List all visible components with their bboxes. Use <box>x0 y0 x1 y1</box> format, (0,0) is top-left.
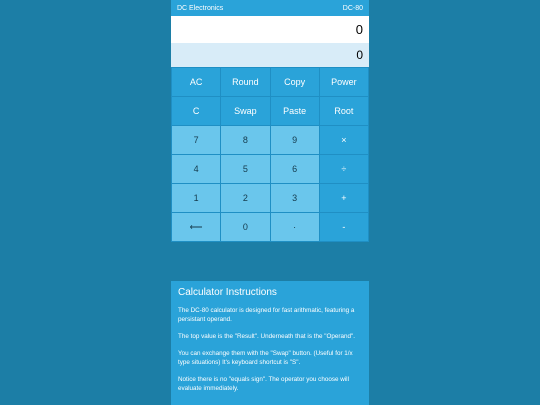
key-label: C <box>192 106 200 116</box>
key-label: + <box>341 193 347 203</box>
instructions-panel <box>171 281 369 405</box>
key-label: Copy <box>284 77 306 87</box>
digit-2-button[interactable] <box>221 184 269 212</box>
instructions-title: Calculator Instructions <box>178 287 277 298</box>
result-display: 0 <box>171 16 369 43</box>
instructions-paragraph: The DC-80 calculator is designed for fast arithmatic, featuring a persistant operand. <box>178 307 355 323</box>
brand-label: DC Electronics <box>177 4 224 12</box>
key-label: 4 <box>193 164 199 174</box>
key-label: Root <box>334 106 354 116</box>
key-label: Swap <box>234 106 257 116</box>
digit-4-button[interactable] <box>172 155 220 183</box>
divide-button[interactable] <box>320 155 368 183</box>
backspace-button[interactable] <box>172 213 220 241</box>
digit-0-button[interactable] <box>221 213 269 241</box>
digit-7-button[interactable] <box>172 126 220 154</box>
key-label: 1 <box>193 193 199 203</box>
clear-button[interactable] <box>172 97 220 125</box>
key-label: 3 <box>292 193 298 203</box>
paste-button[interactable] <box>271 97 319 125</box>
operand-display: 0 <box>171 43 369 67</box>
key-label: 8 <box>242 135 248 145</box>
add-button[interactable] <box>320 184 368 212</box>
key-label: 7 <box>193 135 199 145</box>
key-label: 6 <box>292 164 298 174</box>
instructions-paragraph: The top value is the "Result". Underneath that is the "Operand". <box>178 333 355 340</box>
round-button[interactable] <box>221 68 269 96</box>
key-label: Power <box>331 77 357 87</box>
backspace-arrow-icon: ⟵ <box>189 221 203 232</box>
key-label: · <box>293 222 297 232</box>
digit-3-button[interactable] <box>271 184 319 212</box>
key-label: 2 <box>242 193 248 203</box>
power-button[interactable] <box>320 68 368 96</box>
key-label: Paste <box>283 106 307 116</box>
key-label: ÷ <box>341 164 347 174</box>
key-label: 0 <box>242 222 248 232</box>
digit-8-button[interactable] <box>221 126 269 154</box>
key-label: AC <box>189 77 203 87</box>
digit-1-button[interactable] <box>172 184 220 212</box>
root-button[interactable] <box>320 97 368 125</box>
instructions-paragraph: You can exchange them with the "Swap" button. (Useful for 1/x type situations) It's keyboard shortcut is "S". <box>178 350 353 366</box>
key-label: 9 <box>292 135 298 145</box>
subtract-button[interactable] <box>320 213 368 241</box>
swap-button[interactable] <box>221 97 269 125</box>
multiply-button[interactable] <box>320 126 368 154</box>
digit-6-button[interactable] <box>271 155 319 183</box>
digit-5-button[interactable] <box>221 155 269 183</box>
calculator <box>171 0 369 242</box>
model-label: DC-80 <box>342 4 363 12</box>
key-label: Round <box>232 77 259 87</box>
key-label: - <box>342 222 346 232</box>
digit-9-button[interactable] <box>271 126 319 154</box>
key-label: 5 <box>242 164 248 174</box>
calculator-header <box>171 0 369 16</box>
ac-button[interactable] <box>172 68 220 96</box>
copy-button[interactable] <box>271 68 319 96</box>
key-label: × <box>341 135 347 145</box>
keypad <box>171 67 369 242</box>
decimal-button[interactable] <box>271 213 319 241</box>
instructions-paragraph: Notice there is no "equals sign". The operator you choose will evaluate immediately. <box>178 376 349 392</box>
